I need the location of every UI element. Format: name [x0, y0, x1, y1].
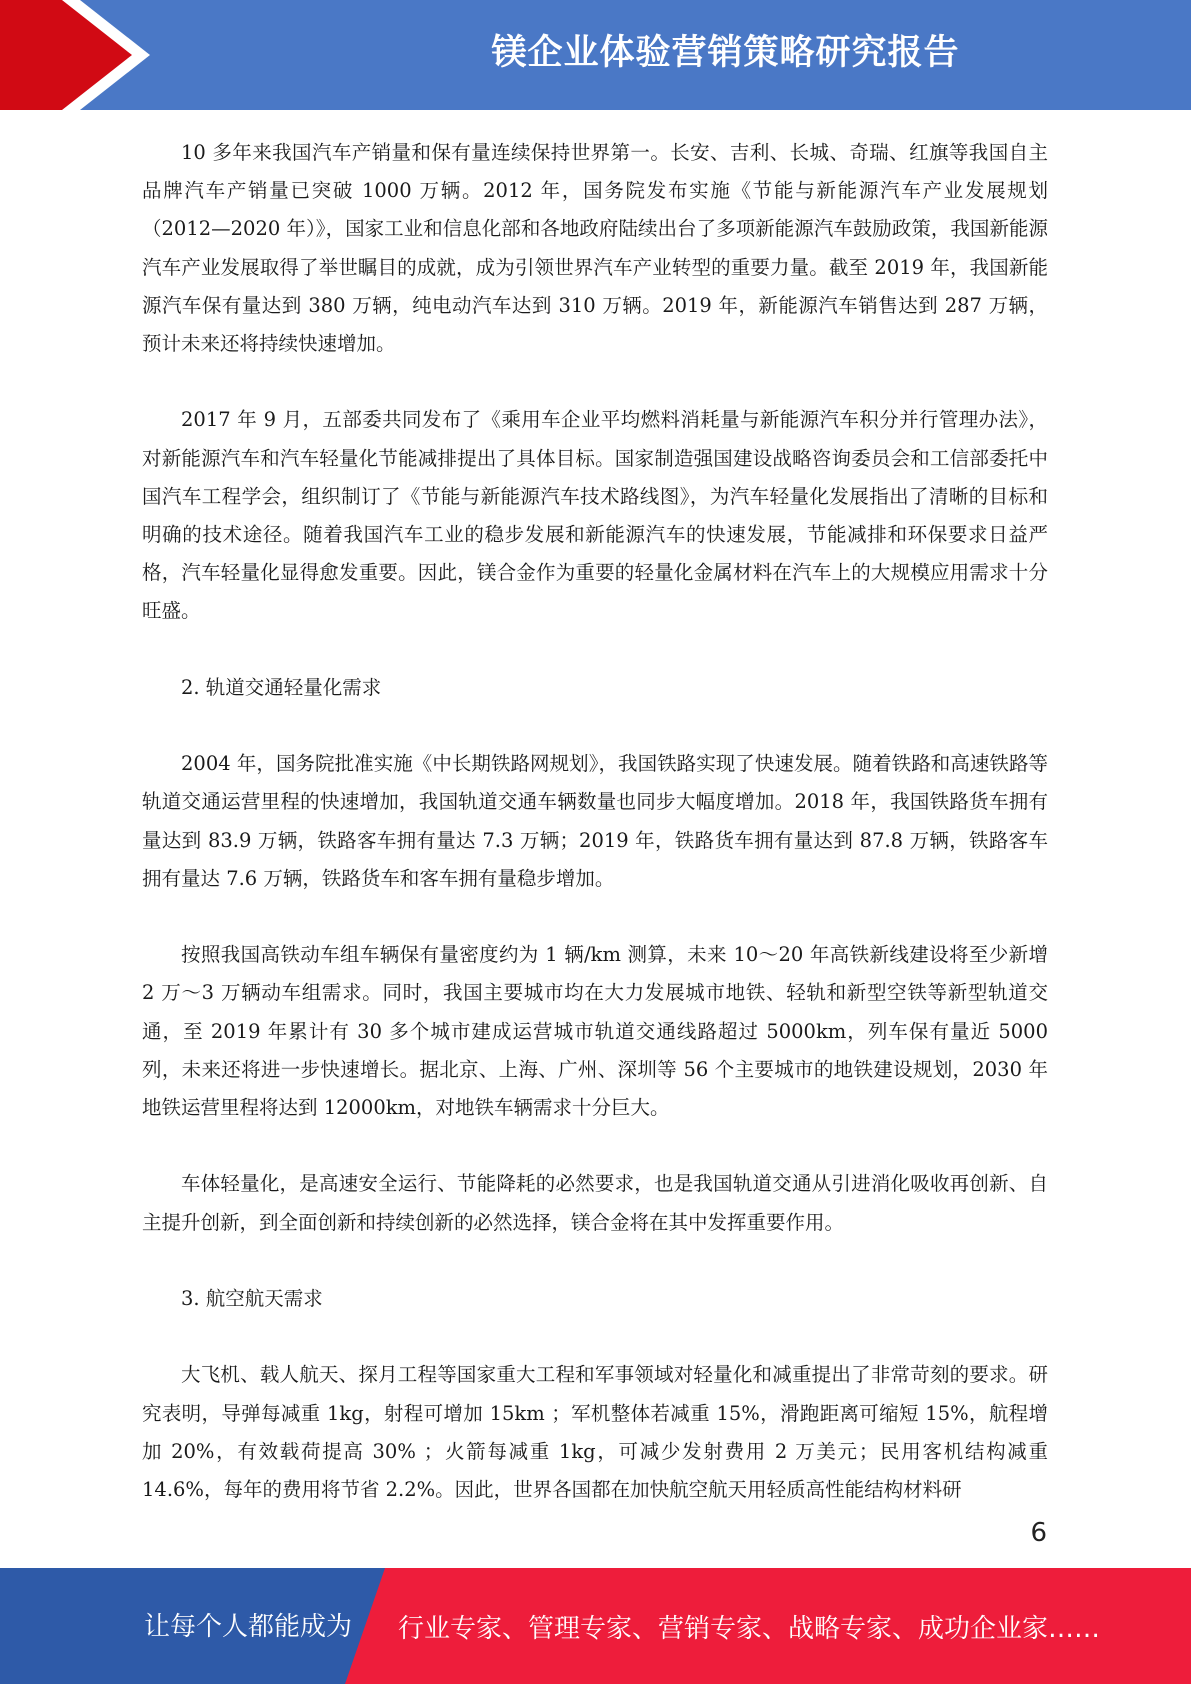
section-heading: 3. 航空航天需求	[181, 1287, 323, 1310]
paragraph: 2004 年，国务院批准实施《中长期铁路网规划》，我国铁路实现了快速发展。随着铁路和高速铁路等轨道交通运营里程的快速增加，我国轨道交通车辆数量也同步大幅度增加。2018 年，我国铁路货车拥有量达到 83.9 万辆，铁路客车拥有量达 7.3 万辆；2019 年，铁路货车拥有量达到 87.8 万辆，铁路客车拥有量达 7.6 万辆，铁路货车和客车拥有量稳步增加。	[142, 752, 1048, 890]
page-number: 6	[1030, 1518, 1047, 1548]
footer-slogan-left: 让每个人都能成为	[144, 1612, 353, 1642]
chevron-arrow-icon	[0, 0, 160, 110]
paragraph: 10 多年来我国汽车产销量和保有量连续保持世界第一。长安、吉利、长城、奇瑞、红旗等我国自主品牌汽车产销量已突破 1000 万辆。2012 年，国务院发布实施《节能与新能源汽车产业发展规划（2012—2020 年）》，国家工业和信息化部和各地政府陆续出台了多项新能源汽车鼓励政策，我国新能源汽车产业发展取得了举世瞩目的成就，成为引领世界汽车产业转型的重要力量。截至 2019 年，我国新能源汽车保有量达到 380 万辆，纯电动汽车达到 310 万辆。2019 年，新能源汽车销售达到 287 万辆，预计未来还将持续快速增加。	[142, 141, 1048, 356]
paragraph: 大飞机、载人航天、探月工程等国家重大工程和军事领域对轻量化和减重提出了非常苛刻的要求。研究表明，导弹每减重 1kg，射程可增加 15km ；军机整体若减重 15%，滑跑距离可缩短 15%，航程增加 20%，有效载荷提高 30% ；火箭每减重 1kg，可减少发射费用 2 万美元；民用客机结构减重 14.6%，每年的费用将节省 2.2%。因此，世界各国都在加快航空航天用轻质高性能结构材料研	[142, 1363, 1048, 1501]
paragraph: 按照我国高铁动车组车辆保有量密度约为 1 辆/km 测算，未来 10～20 年高铁新线建设将至少新增 2 万～3 万辆动车组需求。同时，我国主要城市均在大力发展城市地铁、轻轨和新型空铁等新型轨道交通，至 2019 年累计有 30 多个城市建成运营城市轨道交通线路超过 5000km，列车保有量近 5000 列，未来还将进一步快速增长。据北京、上海、广州、深圳等 56 个主要城市的地铁建设规划，2030 年地铁运营里程将达到 12000km，对地铁车辆需求十分巨大。	[142, 943, 1048, 1120]
document-body	[142, 134, 1048, 1509]
paragraph: 车体轻量化，是高速安全运行、节能降耗的必然要求，也是我国轨道交通从引进消化吸收再创新、自主提升创新，到全面创新和持续创新的必然选择，镁合金将在其中发挥重要作用。	[142, 1172, 1048, 1234]
page-header	[0, 0, 1191, 110]
footer-slogan-right: 行业专家、管理专家、营销专家、战略专家、成功企业家……	[398, 1614, 1101, 1644]
paragraph: 2017 年 9 月，五部委共同发布了《乘用车企业平均燃料消耗量与新能源汽车积分并行管理办法》，对新能源汽车和汽车轻量化节能减排提出了具体目标。国家制造强国建设战略咨询委员会和工信部委托中国汽车工程学会，组织制订了《节能与新能源汽车技术路线图》，为汽车轻量化发展指出了清晰的目标和明确的技术途径。随着我国汽车工业的稳步发展和新能源汽车的快速发展，节能减排和环保要求日益严格，汽车轻量化显得愈发重要。因此，镁合金作为重要的轻量化金属材料在汽车上的大规模应用需求十分旺盛。	[142, 408, 1048, 623]
report-title: 镁企业体验营销策略研究报告	[491, 33, 960, 73]
section-heading: 2. 轨道交通轻量化需求	[181, 675, 382, 699]
page-footer	[0, 1568, 1191, 1684]
